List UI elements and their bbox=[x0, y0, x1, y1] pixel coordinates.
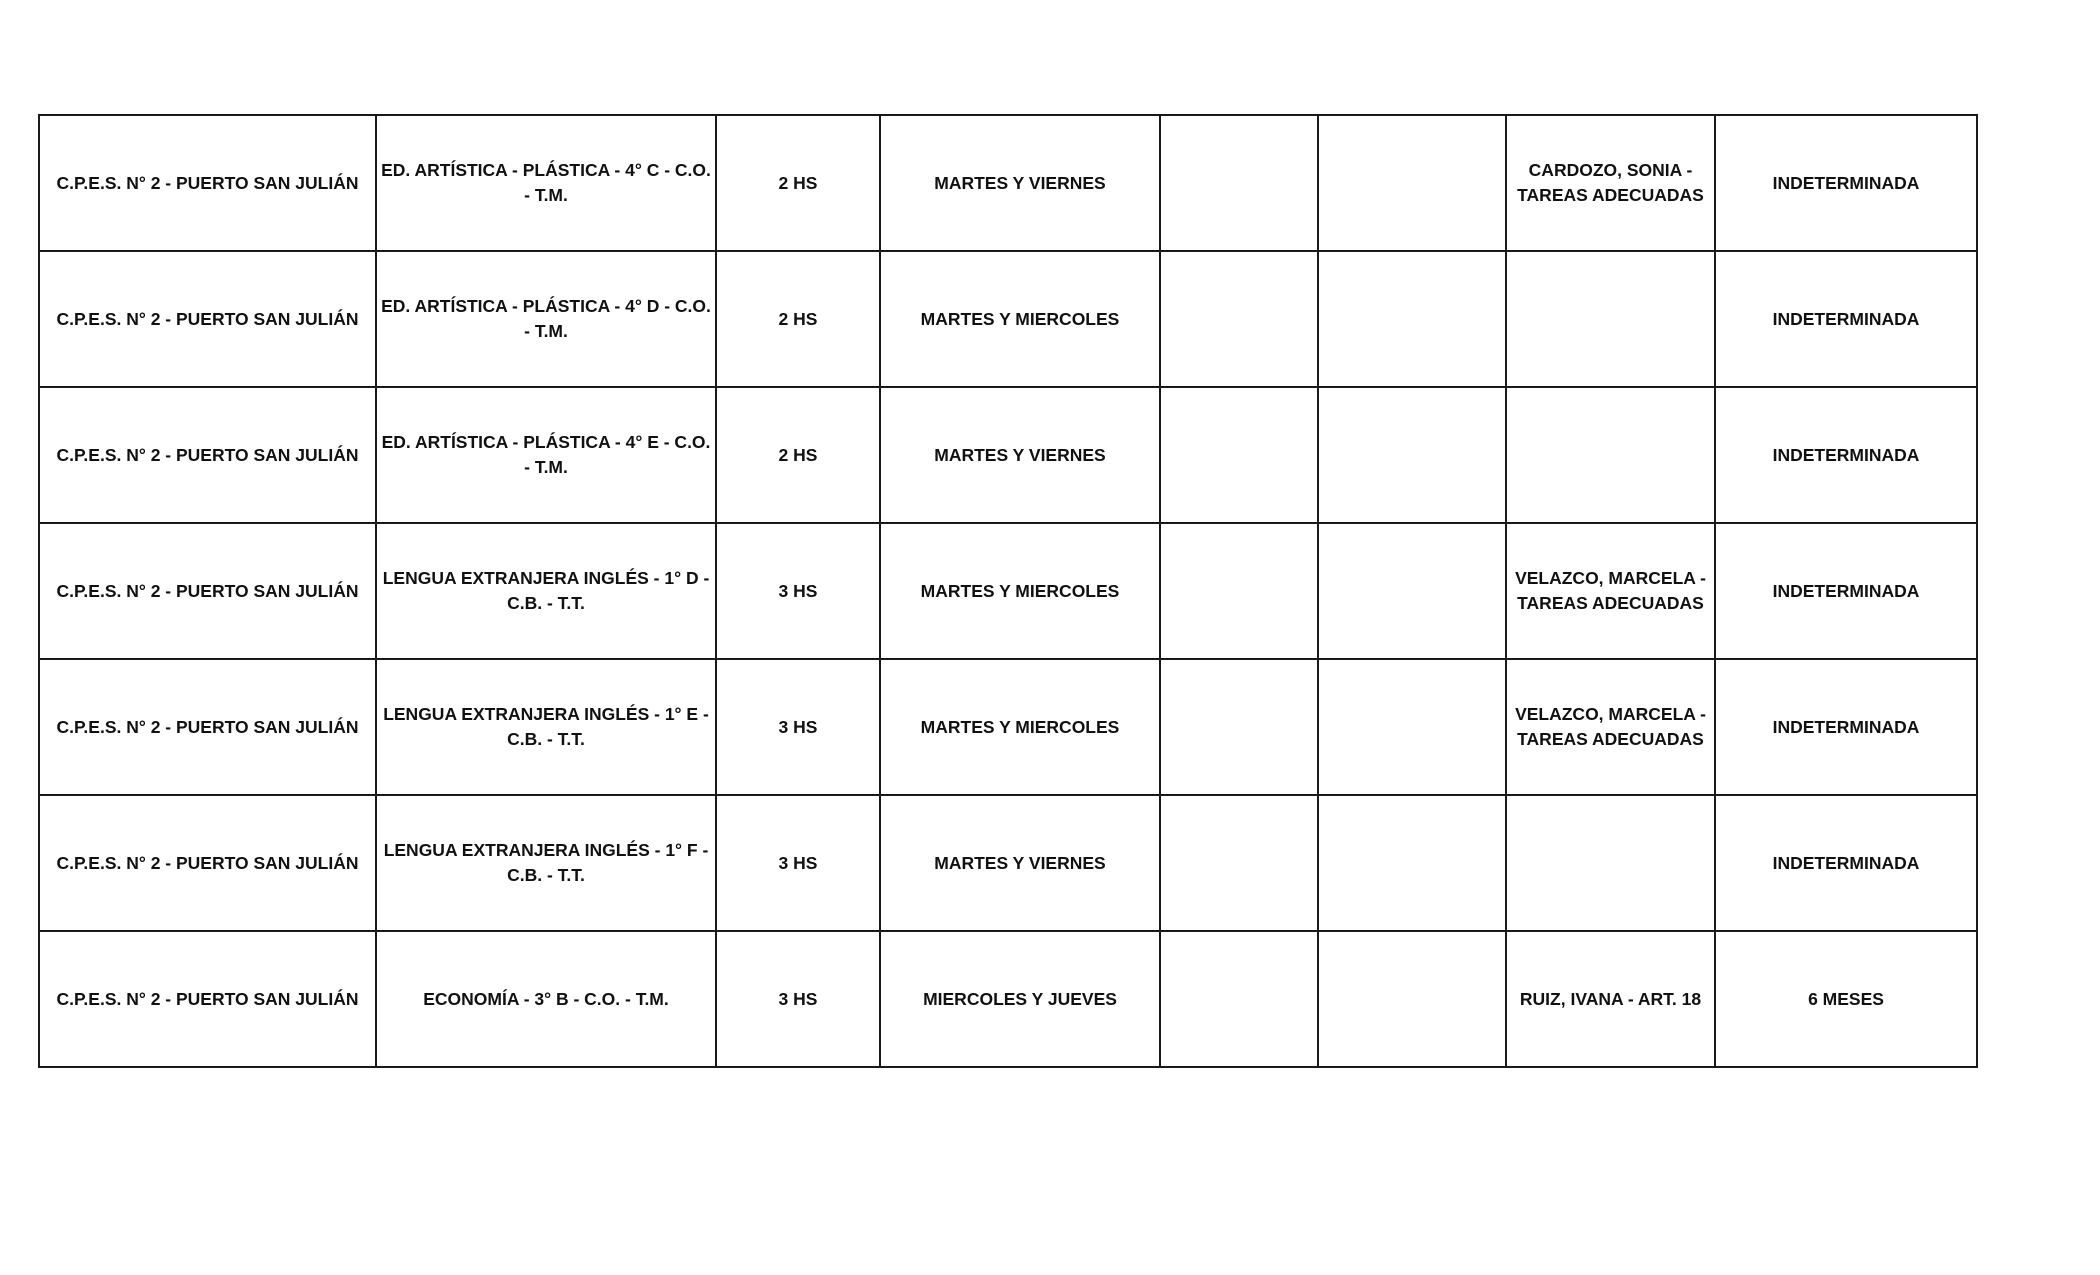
duration-cell: INDETERMINADA bbox=[1715, 115, 1977, 251]
empty-cell bbox=[1160, 251, 1318, 387]
school-cell: C.P.E.S. N° 2 - PUERTO SAN JULIÁN bbox=[39, 523, 376, 659]
subject-cell: ECONOMÍA - 3° B - C.O. - T.M. bbox=[376, 931, 716, 1067]
empty-cell bbox=[1160, 115, 1318, 251]
table-row bbox=[39, 659, 1977, 795]
vacancy-table bbox=[38, 114, 1978, 1068]
subject-cell: ED. ARTÍSTICA - PLÁSTICA - 4° C - C.O. - T.M. bbox=[376, 115, 716, 251]
empty-cell bbox=[1318, 251, 1506, 387]
empty-cell bbox=[1318, 115, 1506, 251]
subject-cell: LENGUA EXTRANJERA INGLÉS - 1° D - C.B. - T.T. bbox=[376, 523, 716, 659]
subject-cell: ED. ARTÍSTICA - PLÁSTICA - 4° D - C.O. - T.M. bbox=[376, 251, 716, 387]
duration-cell: INDETERMINADA bbox=[1715, 523, 1977, 659]
empty-cell bbox=[1160, 523, 1318, 659]
holder-cell: VELAZCO, MARCELA - TAREAS ADECUADAS bbox=[1506, 659, 1715, 795]
days-cell: MARTES Y MIERCOLES bbox=[880, 251, 1160, 387]
hours-cell: 3 HS bbox=[716, 795, 880, 931]
empty-cell bbox=[1160, 387, 1318, 523]
table-row bbox=[39, 523, 1977, 659]
duration-cell: INDETERMINADA bbox=[1715, 659, 1977, 795]
hours-cell: 3 HS bbox=[716, 523, 880, 659]
school-cell: C.P.E.S. N° 2 - PUERTO SAN JULIÁN bbox=[39, 659, 376, 795]
empty-cell bbox=[1160, 659, 1318, 795]
days-cell: MARTES Y VIERNES bbox=[880, 387, 1160, 523]
holder-cell bbox=[1506, 387, 1715, 523]
empty-cell bbox=[1318, 523, 1506, 659]
table-row bbox=[39, 931, 1977, 1067]
empty-cell bbox=[1160, 931, 1318, 1067]
school-cell: C.P.E.S. N° 2 - PUERTO SAN JULIÁN bbox=[39, 387, 376, 523]
holder-cell bbox=[1506, 251, 1715, 387]
subject-cell: LENGUA EXTRANJERA INGLÉS - 1° E - C.B. - T.T. bbox=[376, 659, 716, 795]
empty-cell bbox=[1318, 659, 1506, 795]
duration-cell: INDETERMINADA bbox=[1715, 251, 1977, 387]
table-row bbox=[39, 115, 1977, 251]
holder-cell: VELAZCO, MARCELA - TAREAS ADECUADAS bbox=[1506, 523, 1715, 659]
school-cell: C.P.E.S. N° 2 - PUERTO SAN JULIÁN bbox=[39, 251, 376, 387]
empty-cell bbox=[1318, 931, 1506, 1067]
duration-cell: INDETERMINADA bbox=[1715, 387, 1977, 523]
subject-cell: ED. ARTÍSTICA - PLÁSTICA - 4° E - C.O. - T.M. bbox=[376, 387, 716, 523]
days-cell: MARTES Y MIERCOLES bbox=[880, 523, 1160, 659]
days-cell: MIERCOLES Y JUEVES bbox=[880, 931, 1160, 1067]
duration-cell: 6 MESES bbox=[1715, 931, 1977, 1067]
empty-cell bbox=[1160, 795, 1318, 931]
school-cell: C.P.E.S. N° 2 - PUERTO SAN JULIÁN bbox=[39, 115, 376, 251]
subject-cell: LENGUA EXTRANJERA INGLÉS - 1° F - C.B. - T.T. bbox=[376, 795, 716, 931]
duration-cell: INDETERMINADA bbox=[1715, 795, 1977, 931]
empty-cell bbox=[1318, 795, 1506, 931]
hours-cell: 2 HS bbox=[716, 115, 880, 251]
hours-cell: 3 HS bbox=[716, 659, 880, 795]
days-cell: MARTES Y VIERNES bbox=[880, 115, 1160, 251]
holder-cell bbox=[1506, 795, 1715, 931]
table-row bbox=[39, 387, 1977, 523]
hours-cell: 2 HS bbox=[716, 387, 880, 523]
school-cell: C.P.E.S. N° 2 - PUERTO SAN JULIÁN bbox=[39, 795, 376, 931]
days-cell: MARTES Y VIERNES bbox=[880, 795, 1160, 931]
empty-cell bbox=[1318, 387, 1506, 523]
hours-cell: 3 HS bbox=[716, 931, 880, 1067]
school-cell: C.P.E.S. N° 2 - PUERTO SAN JULIÁN bbox=[39, 931, 376, 1067]
holder-cell: CARDOZO, SONIA - TAREAS ADECUADAS bbox=[1506, 115, 1715, 251]
table-row bbox=[39, 251, 1977, 387]
holder-cell: RUIZ, IVANA - ART. 18 bbox=[1506, 931, 1715, 1067]
table-row bbox=[39, 795, 1977, 931]
hours-cell: 2 HS bbox=[716, 251, 880, 387]
days-cell: MARTES Y MIERCOLES bbox=[880, 659, 1160, 795]
